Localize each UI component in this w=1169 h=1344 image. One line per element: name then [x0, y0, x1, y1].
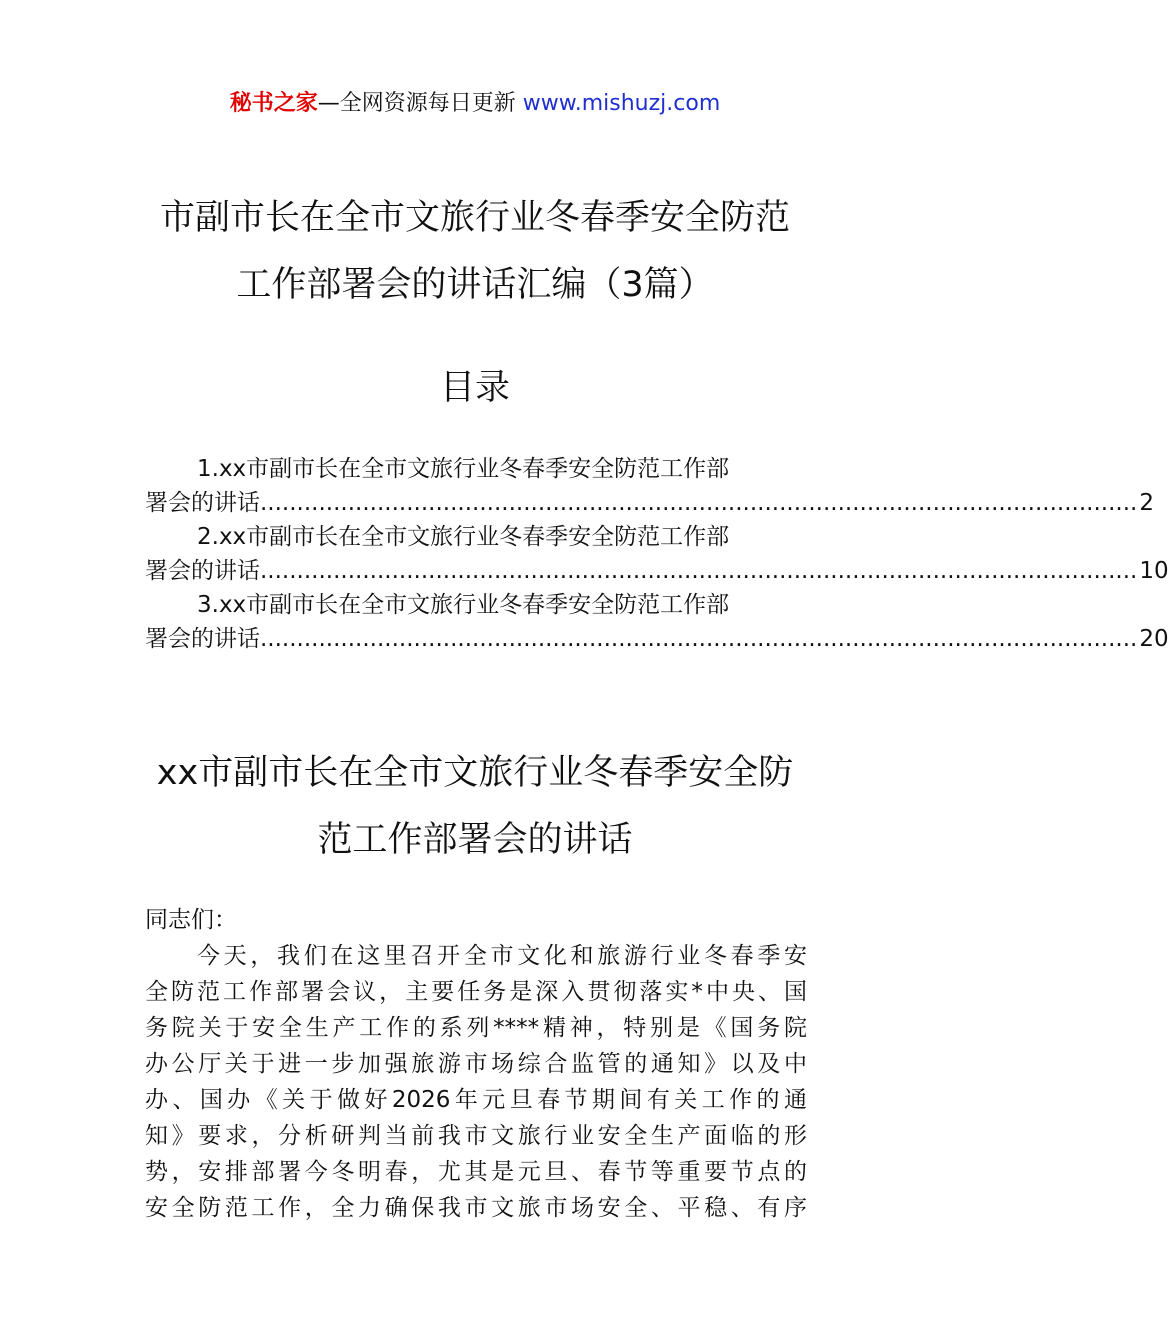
header-slogan: 全网资源每日更新 — [339, 91, 516, 116]
site-url-link[interactable]: www.mishuzj.com — [522, 91, 721, 116]
toc-entry-3[interactable] — [145, 588, 1169, 656]
toc-leader-dots: ........................................................................................................................ — [260, 626, 1138, 652]
body-line: 全防范工作部署会议，主要任务是深入贯彻落实*中央、国 — [145, 979, 807, 1005]
toc-entry-title-continued: 署会的讲话 — [145, 558, 260, 584]
section-title-line-1: xx市副市长在全市文旅行业冬春季安全防 — [156, 753, 794, 793]
site-header — [0, 88, 950, 120]
document-title-line-1: 市副市长在全市文旅行业冬春季安全防范 — [159, 198, 790, 238]
toc-heading: 目录 — [439, 368, 510, 408]
body-line: 办、国办《关于做好2026年元旦春节期间有关工作的通 — [145, 1087, 807, 1113]
section-title-line-2: 范工作部署会的讲话 — [317, 820, 633, 860]
toc-page-number: 10 — [1139, 558, 1169, 584]
document-title-line-2: 工作部署会的讲话汇编（3篇） — [236, 265, 714, 305]
body-line: 务院关于安全生产工作的系列****精神，特别是《国务院 — [145, 1015, 807, 1041]
header-separator: — — [317, 91, 340, 116]
body-line: 办公厅关于进一步加强旅游市场综合监管的通知》以及中 — [145, 1051, 807, 1077]
toc-page-number: 20 — [1139, 626, 1169, 652]
salutation: 同志们： — [145, 907, 237, 933]
body-line: 知》要求，分析研判当前我市文旅行业安全生产面临的形 — [145, 1123, 807, 1149]
toc-entry-title: 1.xx市副市长在全市文旅行业冬春季安全防范工作部 — [197, 456, 730, 482]
toc-leader-dots: ........................................................................................................................ — [260, 490, 1138, 516]
toc-entry-title-continued: 署会的讲话 — [145, 626, 260, 652]
toc-entry-title: 3.xx市副市长在全市文旅行业冬春季安全防范工作部 — [197, 592, 730, 618]
body-line: 安全防范工作，全力确保我市文旅市场安全、平稳、有序 — [145, 1195, 807, 1221]
brand-name: 秘书之家 — [229, 91, 318, 116]
toc-entry-title-continued: 署会的讲话 — [145, 490, 260, 516]
toc-page-number: 2 — [1139, 490, 1154, 516]
toc-leader-dots: ........................................................................................................................ — [260, 558, 1138, 584]
body-line: 势，安排部署今冬明春，尤其是元旦、春节等重要节点的 — [145, 1159, 807, 1185]
table-of-contents — [145, 452, 1169, 656]
toc-entry-1[interactable] — [145, 452, 1154, 520]
body-line: 今天，我们在这里召开全市文化和旅游行业冬春季安 — [197, 943, 807, 969]
toc-entry-title: 2.xx市副市长在全市文旅行业冬春季安全防范工作部 — [197, 524, 730, 550]
toc-entry-2[interactable] — [145, 520, 1169, 588]
speech-body — [145, 902, 807, 1226]
